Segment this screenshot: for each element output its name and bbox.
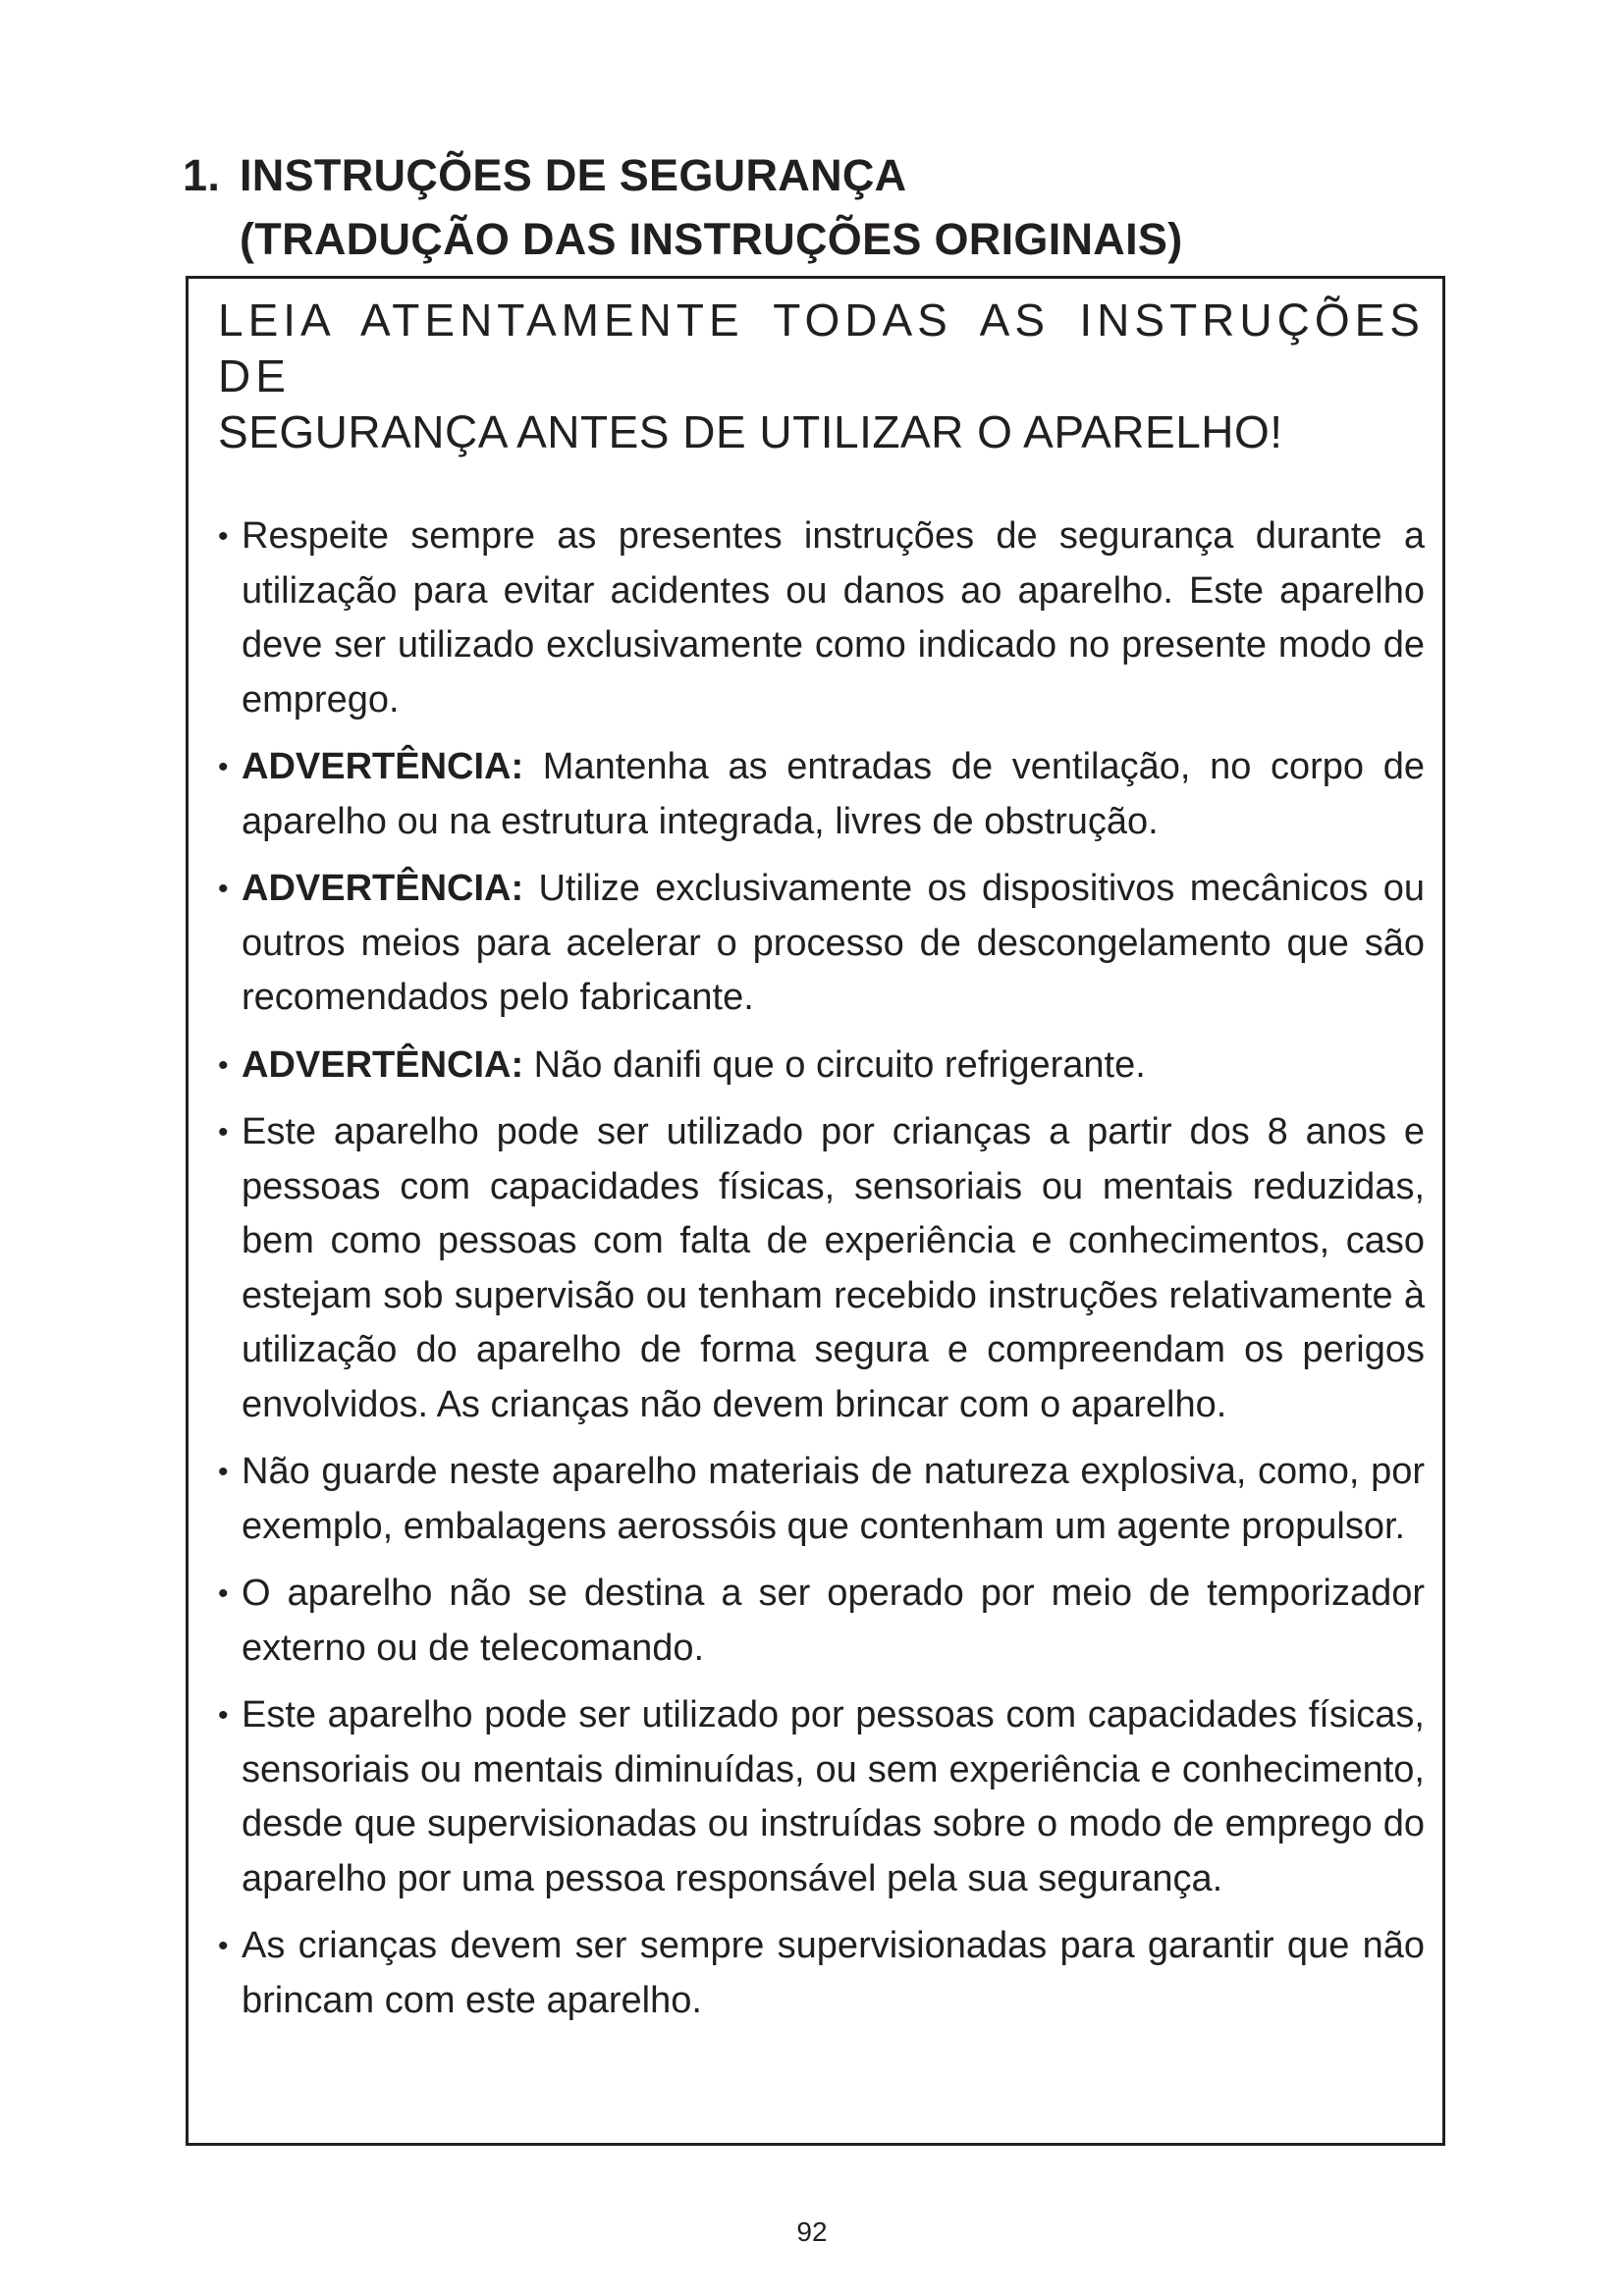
bullet-icon: •: [218, 1456, 229, 1488]
bullet-icon: •: [218, 1699, 229, 1732]
item-text: Este aparelho pode ser utilizado por crianças a partir dos 8 anos e pessoas com capacidades físicas, sensoriais ou mentais reduzidas, bem como pessoas com falta de experiência e conhecimentos, caso estejam sob supervisão ou tenham recebido instruções relativamente à utilização do aparelho de forma segura e compreendam os perigos envolvidos. As crianças não devem brincar com o aparelho.: [242, 1111, 1425, 1425]
list-item: [218, 1688, 1425, 1906]
bullet-icon: •: [218, 751, 229, 783]
section-title: INSTRUÇÕES DE SEGURANÇA: [240, 150, 907, 200]
item-text: Este aparelho pode ser utilizado por pessoas com capacidades físicas, sensoriais ou mentais diminuídas, ou sem experiência e conhecimento, desde que supervisionadas ou instruídas sobre o modo de emprego do aparelho por uma pessoa responsável pela sua segurança.: [242, 1694, 1425, 1899]
item-text: Respeite sempre as presentes instruções de segurança durante a utilização para evitar acidentes ou danos ao aparelho. Este aparelho deve ser utilizado exclusivamente como indicado no presente modo de emprego.: [242, 515, 1425, 721]
section-number: 1.: [183, 150, 221, 200]
item-text: O aparelho não se destina a ser operado por meio de temporizador externo ou de telecomando.: [242, 1573, 1425, 1669]
list-item: [218, 1919, 1425, 2028]
safety-instructions-box: [186, 276, 1445, 2146]
list-item: [218, 1039, 1425, 1094]
bullet-icon: •: [218, 873, 229, 905]
item-text: Mantenha as entradas de ventilação, no corpo de aparelho ou na estrutura integrada, livres de obstrução.: [242, 746, 1425, 842]
list-item: [218, 1105, 1425, 1432]
list-item: [218, 509, 1425, 727]
list-item: [218, 1567, 1425, 1676]
list-item: [218, 862, 1425, 1026]
warning-line-1: LEIA ATENTAMENTE TODAS AS INSTRUÇÕES DE: [218, 294, 1425, 401]
item-lead: ADVERTÊNCIA:: [242, 1043, 524, 1086]
list-item: [218, 740, 1425, 849]
safety-instructions-list: [218, 509, 1425, 2028]
item-text: As crianças devem ser sempre supervisionadas para garantir que não brincam com este aparelho.: [242, 1925, 1425, 2021]
item-text: Utilize exclusivamente os dispositivos mecânicos ou outros meios para acelerar o processo de descongelamento que são recomendados pelo fabricante.: [242, 868, 1425, 1018]
read-instructions-warning: [218, 293, 1425, 460]
item-text: Não guarde neste aparelho materiais de natureza explosiva, como, por exemplo, embalagens aerossóis que contenham um agente propulsor.: [242, 1451, 1425, 1547]
bullet-icon: •: [218, 1048, 229, 1082]
list-item: [218, 1445, 1425, 1554]
bullet-icon: •: [218, 1577, 229, 1610]
item-lead: ADVERTÊNCIA:: [242, 868, 524, 909]
bullet-icon: •: [218, 520, 229, 553]
section-heading: [183, 143, 1459, 271]
warning-line-2: SEGURANÇA ANTES DE UTILIZAR O APARELHO!: [218, 406, 1283, 457]
section-subtitle: (TRADUÇÃO DAS INSTRUÇÕES ORIGINAIS): [240, 214, 1183, 264]
item-text: Não danifi que o circuito refrigerante.: [523, 1043, 1146, 1086]
item-lead: ADVERTÊNCIA:: [242, 746, 524, 787]
bullet-icon: •: [218, 1116, 229, 1148]
page-number: 92: [796, 2216, 828, 2247]
bullet-icon: •: [218, 1930, 229, 1962]
